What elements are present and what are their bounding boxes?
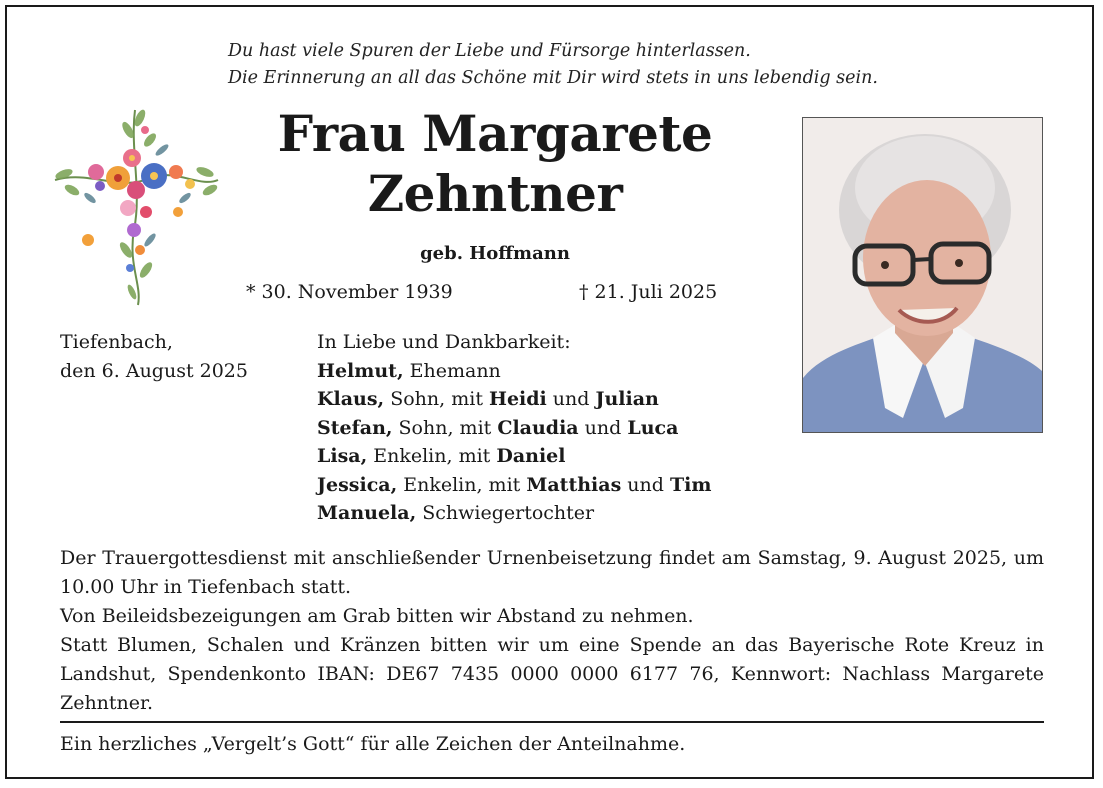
conjunction: und bbox=[546, 388, 596, 410]
partner-name: Daniel bbox=[496, 445, 566, 467]
mourner-name: Klaus, bbox=[317, 388, 385, 410]
partner-name: Luca bbox=[627, 416, 679, 439]
thanks-line: Ein herzliches „Vergelt’s Gott“ für alle Zeichen der Anteilnahme. bbox=[60, 733, 686, 755]
mourner-relation: Enkelin, mit bbox=[367, 445, 497, 467]
mourner-relation: Enkelin, mit bbox=[397, 473, 527, 496]
mourner-name: Lisa, bbox=[317, 445, 368, 467]
list-item bbox=[317, 357, 711, 386]
mourner-name: Helmut, bbox=[317, 359, 404, 382]
mourner-name: Jessica, bbox=[317, 473, 398, 496]
family-list bbox=[317, 328, 711, 528]
maiden-name: geb. Hoffmann bbox=[420, 243, 570, 264]
announcement bbox=[60, 544, 1044, 718]
partner-name: Julian bbox=[595, 388, 659, 410]
motto bbox=[228, 38, 1058, 92]
death-date: † 21. Juli 2025 bbox=[579, 281, 718, 303]
conjunction: und bbox=[621, 473, 670, 496]
floral-cross-icon bbox=[50, 100, 220, 310]
name-line-1: Frau Margarete bbox=[277, 104, 713, 163]
mourner-relation: Sohn, mit bbox=[384, 388, 489, 410]
mourner-name: Manuela, bbox=[317, 502, 417, 524]
partner-name: Heidi bbox=[489, 388, 547, 410]
service-info: Der Trauergottesdienst mit anschließender Urnenbeisetzung findet am Samstag, 9. August 2025, um 10.00 Uhr in Tiefenbach statt. bbox=[60, 547, 1044, 598]
list-item bbox=[317, 442, 711, 471]
motto-line-1: Du hast viele Spuren der Liebe und Fürsorge hinterlassen. bbox=[228, 41, 751, 61]
family-intro: In Liebe und Dankbarkeit: bbox=[317, 331, 571, 353]
mourner-relation: Sohn, mit bbox=[392, 416, 498, 439]
mourner-relation: Ehemann bbox=[403, 359, 501, 382]
portrait-photo bbox=[802, 117, 1043, 433]
deceased-name bbox=[240, 104, 750, 224]
partner-name: Matthias bbox=[526, 473, 622, 496]
place: Tiefenbach, bbox=[60, 331, 173, 353]
conjunction: und bbox=[578, 416, 628, 439]
divider bbox=[60, 721, 1044, 723]
donation-info: Statt Blumen, Schalen und Kränzen bitten wir um eine Spende an das Bayerische Rote Kreuz in Landshut, Spendenkonto IBAN: DE67 7435 0000 0000 6177 76, Kennwort: Nachlass Margarete Zehntner. bbox=[60, 634, 1044, 714]
motto-line-2: Die Erinnerung an all das Schöne mit Dir wird stets in uns lebendig sein. bbox=[228, 68, 878, 88]
list-item bbox=[317, 471, 711, 500]
partner-name: Tim bbox=[669, 473, 712, 496]
partner-name: Claudia bbox=[497, 416, 579, 439]
condolence-note: Von Beileidsbezeigungen am Grab bitten wir Abstand zu nehmen. bbox=[60, 605, 694, 627]
list-item bbox=[317, 385, 711, 414]
mourner-relation: Schwiegertochter bbox=[416, 502, 595, 524]
place-date bbox=[60, 328, 248, 386]
name-line-2: Zehntner bbox=[367, 164, 623, 223]
list-item bbox=[317, 414, 711, 443]
notice-date: den 6. August 2025 bbox=[60, 360, 248, 382]
birth-date: * 30. November 1939 bbox=[246, 281, 453, 303]
list-item bbox=[317, 499, 711, 528]
mourner-name: Stefan, bbox=[317, 416, 393, 439]
